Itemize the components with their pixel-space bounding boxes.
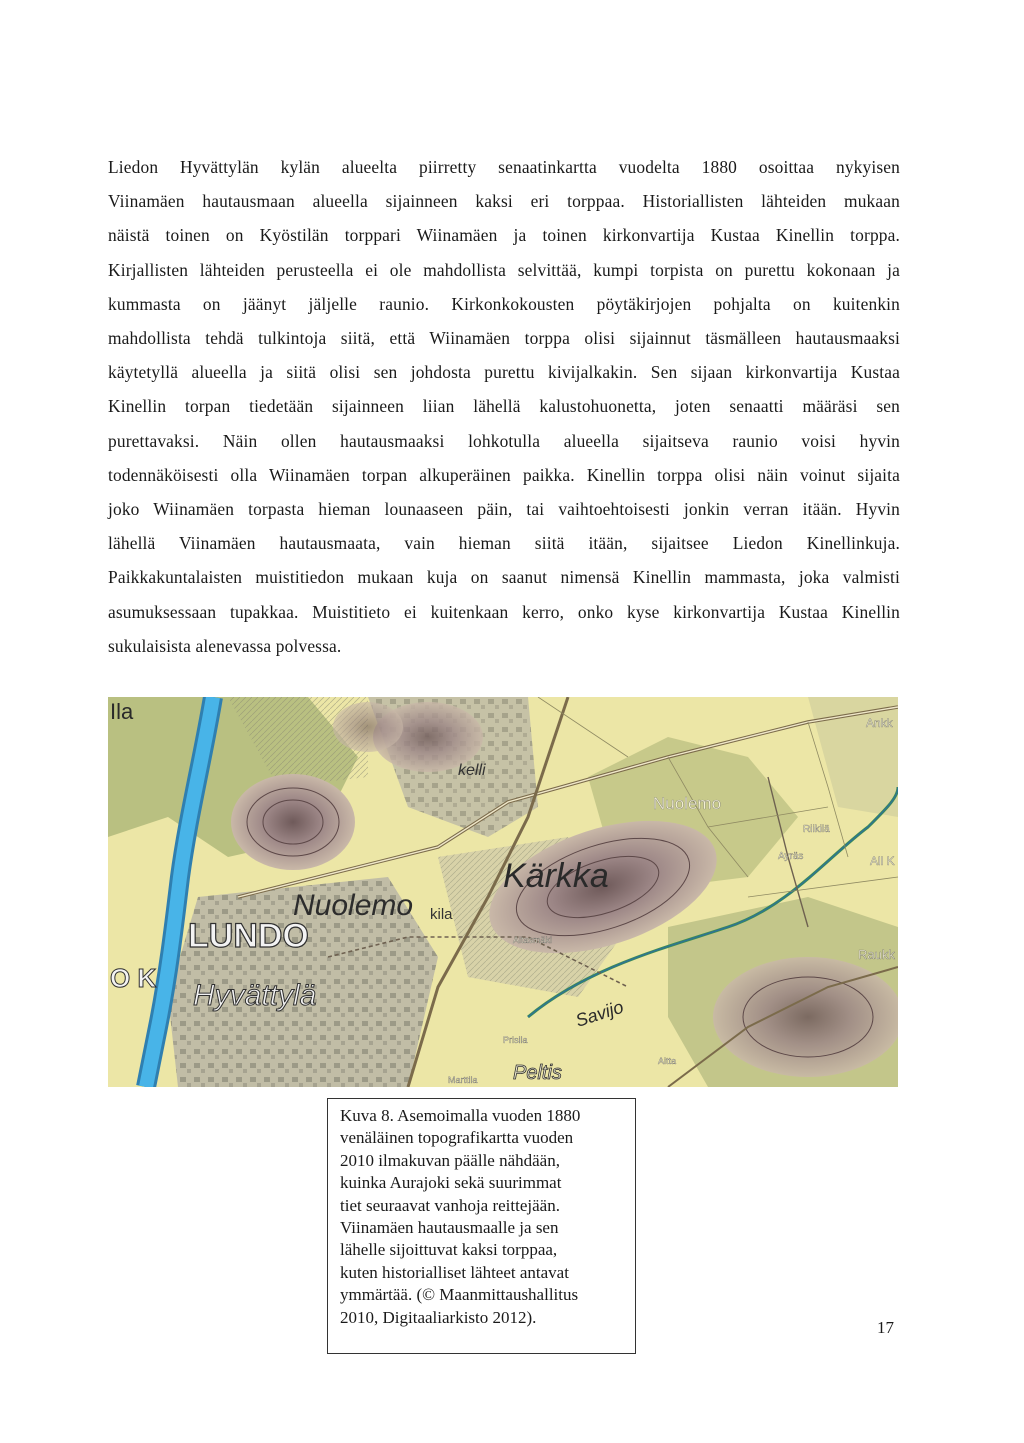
body-line: sukulaisista alenevassa polvessa. [108,635,342,656]
map-label-aitasmaki: Aitasmäki [513,935,553,945]
body-line: asumuksessaan tupakkaa. Muistitieto ei kuitenkaan kerro, onko kyse kirkonvartija Kustaa Kinellin [108,601,900,622]
map-label-prisila: Prisila [503,1035,528,1045]
body-line: Paikkakuntalaisten muistitiedon mukaan kuja on saanut nimensä Kinellin mammasta, joka valmisti [108,567,900,588]
topographic-map-figure [108,697,898,1087]
body-paragraph [108,150,900,663]
map-label-savijoki: Savijo [573,996,626,1031]
map-label-ila: Ila [110,699,134,724]
map-label-peltis: Peltis [513,1062,562,1084]
map-label-karkka: Kärkka [503,857,609,895]
caption-line: venäläinen topografikartta vuoden [340,1128,574,1148]
caption-line: lähelle sijoittuvat kaksi torppaa, [340,1240,558,1260]
body-line: lähellä Viinamäen hautausmaata, vain hieman siitä itään, sijaitsee Liedon Kinellinkuja. [108,533,900,554]
map-label-ayras: Ayräs [778,851,804,862]
caption-line: kuten historialliset lähteet antavat [340,1262,569,1282]
body-line: käytetyllä alueella ja siitä olisi sen johdosta purettu kivijalkakin. Sen sijaan kirkonvartija Kustaa [108,362,900,383]
caption-line: tiet seuraavat vanhoja reittejään. [340,1195,560,1215]
map-label-hyvattyla: Hyvättylä [193,979,317,1012]
map-label-nuolemo: Nuolemo [653,794,722,813]
body-line: purettavaksi. Näin ollen hautausmaaksi lohkotulla alueella sijaitseva raunio voisi hyvin [108,430,900,451]
map-label-aitta: Aitta [658,1056,677,1066]
map-label-lundo: LUNDO [188,917,309,955]
caption-line: kuinka Aurajoki sekä suurimmat [340,1173,562,1193]
body-line: todennäköisesti olla Wiinamäen torpan alkuperäinen paikka. Kinellin torppa olisi näin voinut sijaita [108,464,900,485]
map-label-raukka: Raukk [858,947,895,962]
body-line: mahdollista tehdä tulkintoja siitä, että Wiinamäen torppa olisi sijainnut täsmälleen hautausmaaksi [108,328,900,349]
page-number: 17 [877,1318,894,1337]
body-line: Kirjallisten lähteiden perusteella ei ole mahdollista selvittää, kumpi torpista on purettu kokonaan ja [108,259,900,280]
body-line: Viinamäen hautausmaan alueella sijainneen kaksi eri torppaa. Historiallisten lähteiden mukaan [108,191,900,212]
caption-line: ymmärtää. (© Maanmittaushallitus [340,1285,579,1305]
map-label-ankka: Ankk [866,716,893,730]
map-illustration [108,697,898,1087]
map-label-all: All K [870,854,895,868]
caption-line: 2010, Digitaaliarkisto 2012). [340,1307,537,1327]
map-label-kelli: kelli [458,762,486,779]
map-label-ok: O K [110,963,157,993]
body-line: kummasta on jäänyt jäljelle raunio. Kirkonkokousten pöytäkirjojen pohjalta on kuitenkin [108,293,900,314]
body-line: näistä toinen on Kyöstilän torppari Wiinamäen ja toinen kirkonvartija Kustaa Kinellin torppa. [108,225,900,246]
body-line: Kinellin torpan tiedetään sijainneen liian lähellä kalustohuonetta, joten senaatti määräsi sen [108,396,900,417]
body-line: Liedon Hyvättylän kylän alueelta piirretty senaatinkartta vuodelta 1880 osoittaa nykyisen [108,157,900,177]
body-line: joko Wiinamäen torpasta hieman lounaaseen päin, tai vaihtoehtoisesti jonkin verran itään. Hyvin [108,499,900,520]
caption-line: Viinamäen hautausmaalle ja sen [340,1218,559,1238]
map-label-kila: kila [430,906,453,923]
map-label-riikila: Riikilä [803,824,830,835]
caption-line: Kuva 8. Asemoimalla vuoden 1880 [340,1106,581,1125]
map-label-marttila: Marttila [448,1075,478,1085]
map-label-nuolemo-old: Nuolemo [293,889,414,922]
figure-caption [327,1098,636,1354]
caption-line: 2010 ilmakuvan päälle nähdään, [340,1150,560,1170]
